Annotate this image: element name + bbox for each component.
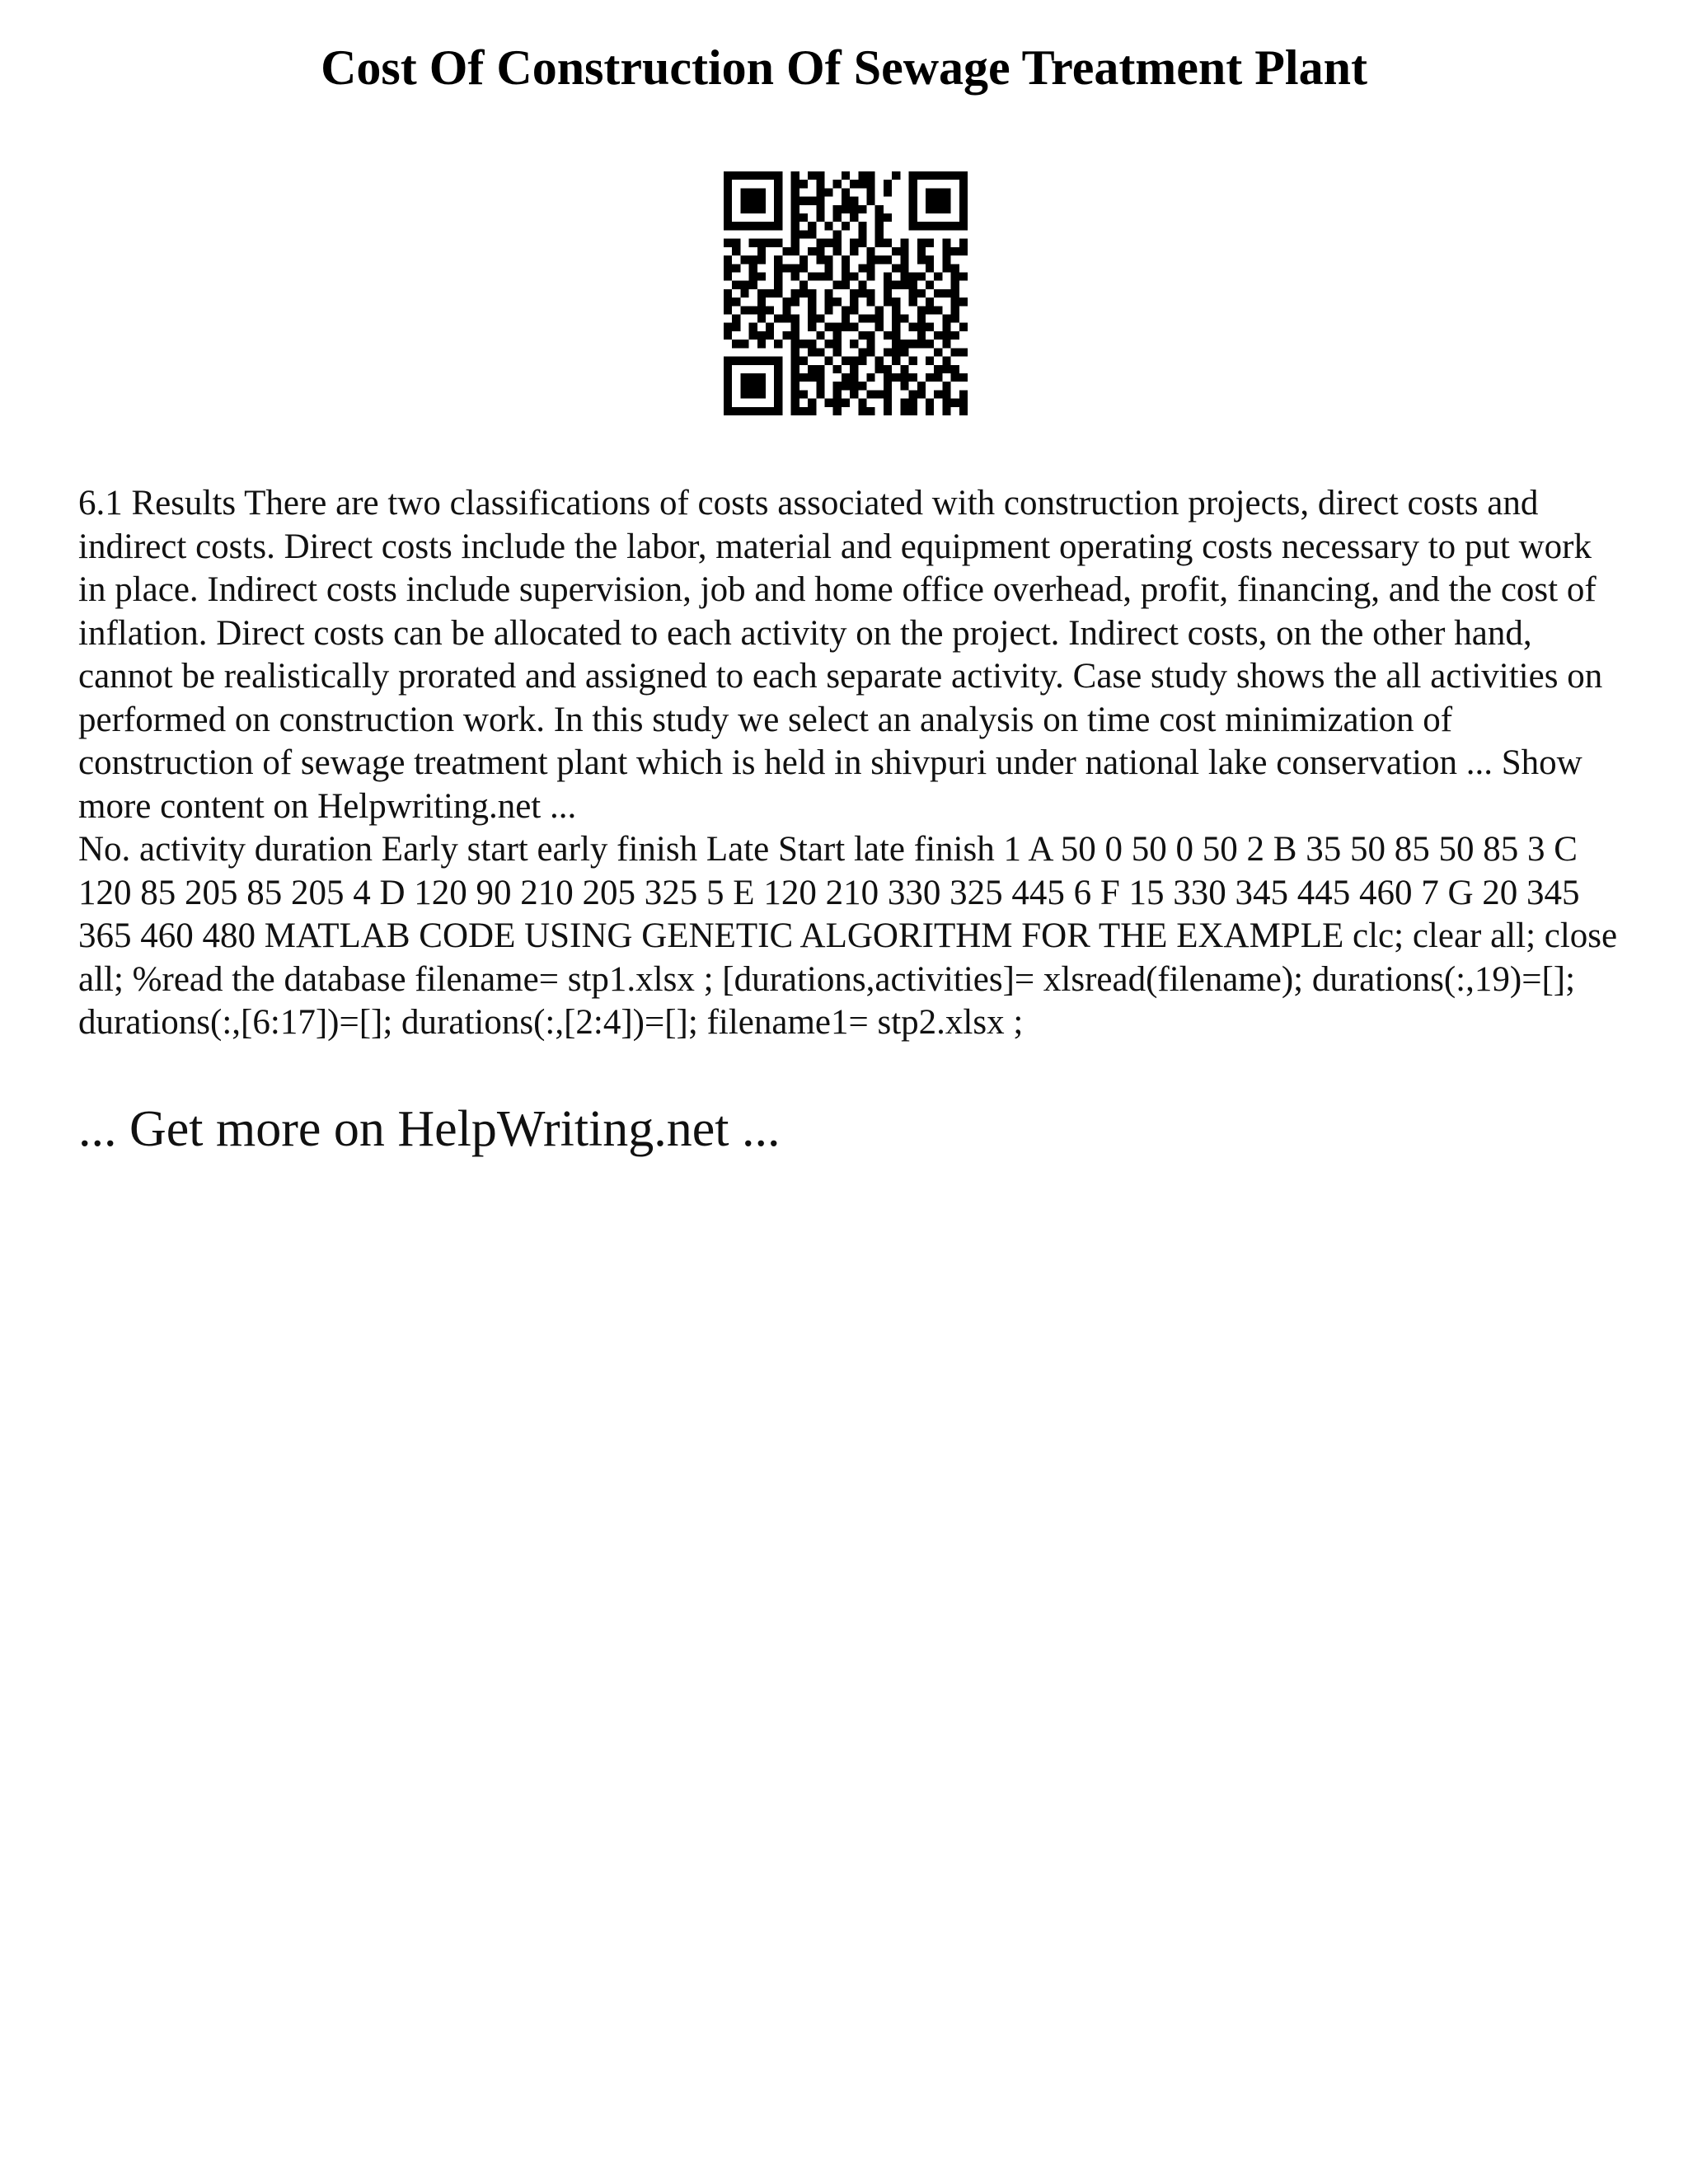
document-body	[78, 482, 1628, 1045]
document-title: Cost Of Construction Of Sewage Treatment Plant	[321, 40, 1367, 95]
activity-table-and-code-paragraph: No. activity duration Early start early finish Late Start late finish 1 A 50 0 50 0 50 2 B 35 50 85 50 85 3 C 120 85 205 85 205 4 D 120 90 210 205 325 5 E 120 210 330 325 445 6 F 15 330 345 445 460 7 G 20 345 365 460 480 MATLAB CODE USING GENETIC ALGORITHM FOR THE EXAMPLE clc; clear all; close all; %read the database filename= stp1.xlsx ; [durations,activities]= xlsread(filename); durations(:,19)=[]; durations(:,[6:17])=[]; durations(:,[2:4])=[]; filename1= stp2.xlsx ;	[78, 830, 1618, 1042]
qr-code-icon	[724, 171, 968, 415]
results-paragraph: 6.1 Results There are two classifications of costs associated with construction projects, direct costs and indirect costs. Direct costs include the labor, material and equipment operating costs necessary to put work in place. Indirect costs include supervision, job and home office overhead, profit, financing, and the cost of inflation. Direct costs can be allocated to each activity on the project. Indirect costs, on the other hand, cannot be realistically prorated and assigned to each separate activity. Case study shows the all activities on performed on construction work. In this study we select an analysis on time cost minimization of construction of sewage treatment plant which is held in shivpuri under national lake conservation ... Show more content on Helpwriting.net ...	[78, 484, 1603, 826]
get-more-link[interactable]: ... Get more on HelpWriting.net ...	[78, 1101, 781, 1157]
